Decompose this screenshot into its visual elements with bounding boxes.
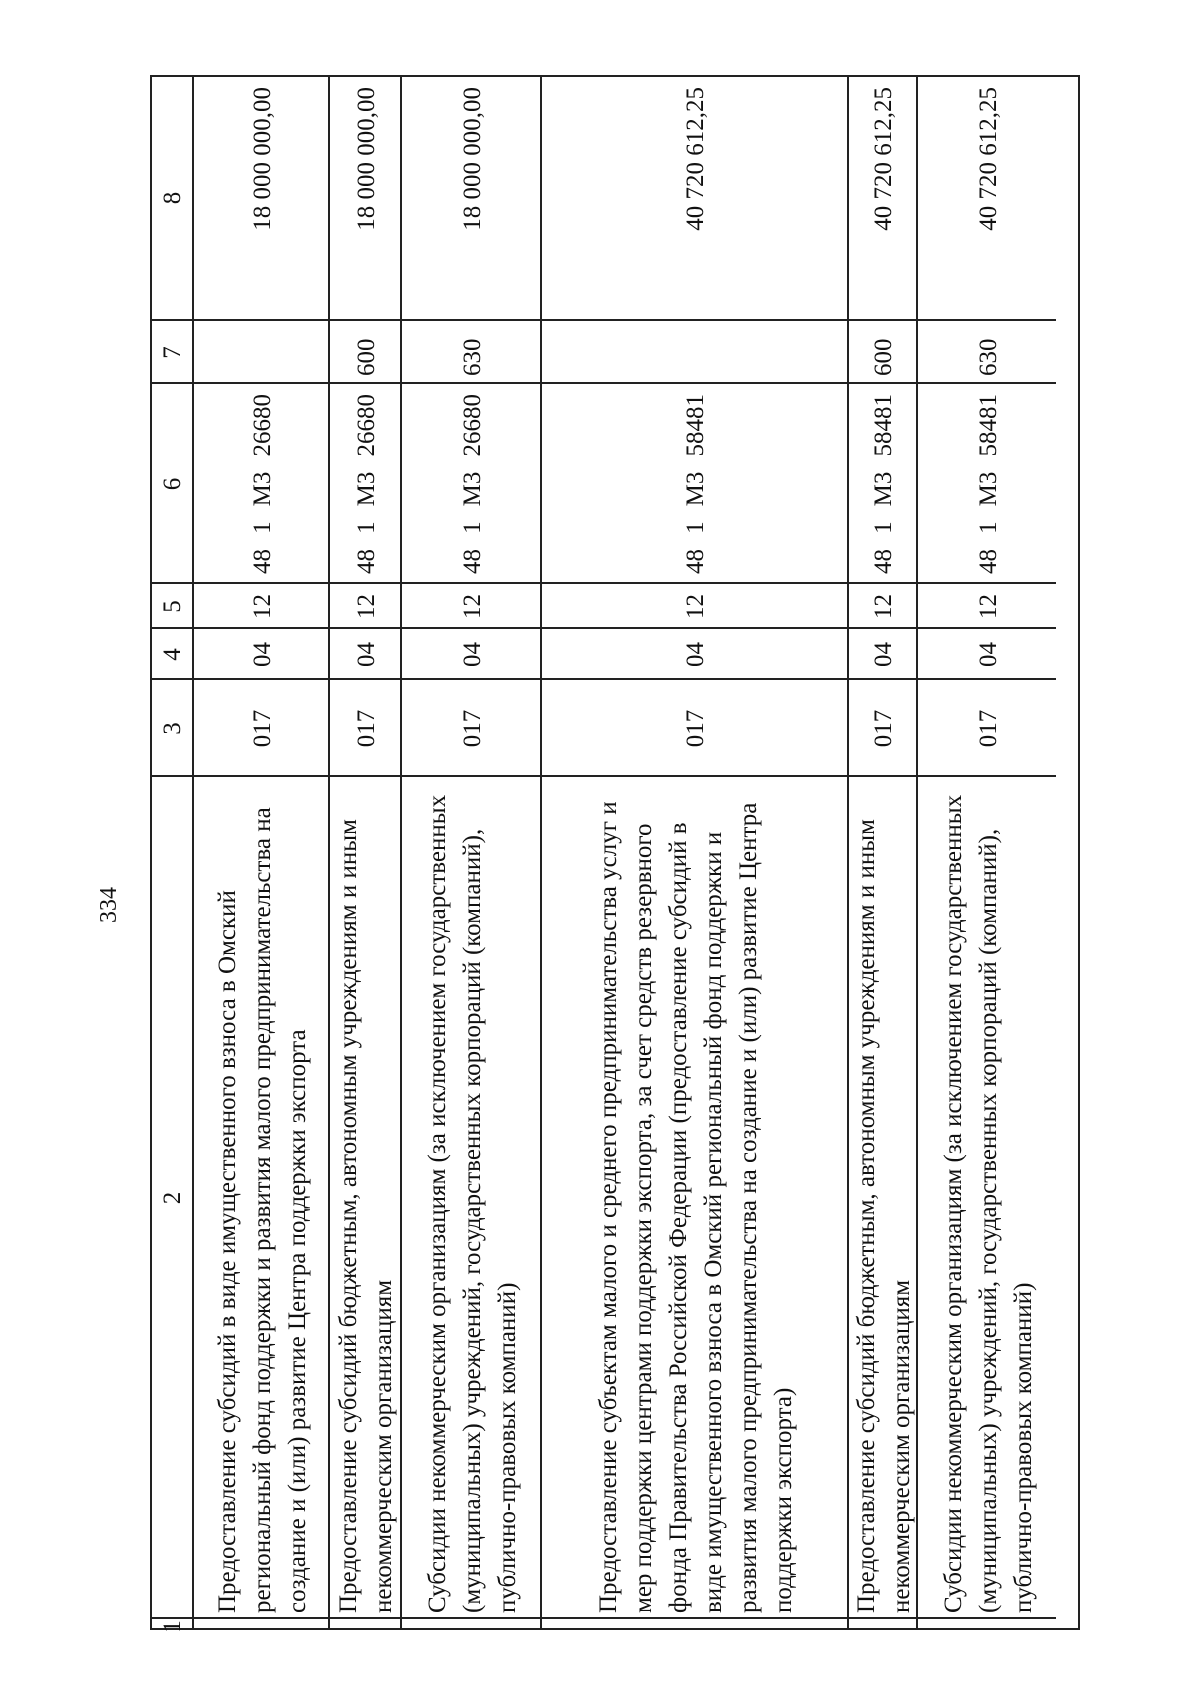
code-part: 26680 [458,394,486,457]
cell-c5 [194,582,328,627]
header-label: 2 [158,1191,186,1205]
cell-c4 [194,627,328,678]
code-part: 26680 [352,394,380,457]
row-name: Предоставление субсидий в виде имущественного взноса в Омский региональный фонд поддержки и развития малого предпринимательства на создание и (или) развитие Центра поддержки экспорта [213,807,311,1613]
cell-c7 [542,319,847,382]
cell-c7 [330,319,400,382]
cell-c1 [330,1617,400,1632]
code-part: 1 [974,521,1002,534]
row-name: Предоставление субсидий бюджетным, автономным учреждениям и иным некоммерческим организациям [335,819,397,1613]
code-part: М3 [870,471,897,507]
code-part: М3 [248,471,276,507]
cell-c7 [402,319,540,382]
cell-c4 [542,627,847,678]
cell-c3 [918,678,1056,775]
cell-c4 [849,627,916,678]
header-label: 3 [158,722,186,735]
cell-c4 [402,627,540,678]
table-row [400,77,540,1628]
code-part: 48 [352,549,380,574]
cell-c3 [330,678,400,775]
cell-c3 [849,678,916,775]
table-row [540,77,847,1628]
cell-c1 [849,1617,916,1632]
code-part: 48 [870,549,897,574]
ministry-code: 017 [248,709,276,748]
header-label: 8 [158,191,186,205]
code-part: 58481 [974,394,1002,457]
table-row [192,77,328,1628]
cell-c5 [542,582,847,627]
amount-value: 18 000 000,00 [248,87,276,231]
expense-type-code: 600 [352,338,380,376]
cell-c7 [194,319,328,382]
cell-c2 [194,775,328,1617]
header-label: 5 [158,600,186,613]
code-part: 26680 [248,394,276,457]
cell-c8 [542,77,847,319]
row-number [849,1619,918,1634]
expense-type-code [542,321,849,384]
code-part: 1 [870,521,897,534]
code-part: 48 [248,549,276,574]
ministry-code: 017 [352,709,380,748]
budget-table [150,75,1080,1633]
header-row [152,77,192,1633]
expense-type-code: 630 [458,338,486,376]
amount-value: 40 720 612,25 [682,87,709,231]
cell-c2 [330,775,400,1617]
row-number [918,1619,1058,1634]
target-article-code [866,384,901,584]
code-part: 48 [458,549,486,574]
ministry-code: 017 [870,709,897,748]
code-part: М3 [682,471,709,507]
section-code: 04 [974,642,1002,667]
cell-c5 [330,582,400,627]
cell-c1 [918,1617,1056,1632]
amount-value: 18 000 000,00 [352,87,380,231]
row-number [330,1619,402,1634]
code-part: 58481 [682,394,709,457]
code-part: 48 [682,549,709,574]
cell-c1 [194,1617,328,1632]
code-part: 1 [352,521,380,534]
target-article-code [455,384,490,584]
cell-c6 [194,382,328,582]
code-part: 1 [458,521,486,534]
row-name: Субсидии некоммерческим организациям (за исключением государственных (муниципальных) учреждений, государственных корпораций (компаний), публично-правовых компаний) [939,794,1037,1613]
row-number [542,1619,849,1634]
row-number [194,1619,330,1634]
cell-c3 [194,678,328,775]
cell-c6 [918,382,1056,582]
amount-value: 18 000 000,00 [458,87,486,231]
cell-c2 [918,775,1056,1617]
code-part: М3 [974,471,1002,507]
cell-c5 [849,582,916,627]
target-article-code [678,384,713,584]
cell-c7 [849,319,916,382]
cell-c6 [542,382,847,582]
header-cell-c7 [152,319,192,382]
header-label: 4 [158,648,186,661]
cell-c3 [402,678,540,775]
expense-type-code [194,321,330,384]
ministry-code: 017 [974,709,1002,748]
code-part: М3 [352,471,380,507]
ministry-code: 017 [682,709,709,748]
page-number: 334 [96,887,122,923]
subsection-code: 12 [458,594,486,619]
section-code: 04 [248,642,276,667]
cell-c4 [330,627,400,678]
section-code: 04 [682,642,709,667]
cell-c8 [849,77,916,319]
cell-c8 [402,77,540,319]
cell-c8 [330,77,400,319]
row-name: Предоставление субсидий бюджетным, автономным учреждениям и иным некоммерческим организациям [852,819,915,1613]
code-part: 1 [682,521,709,534]
table-row [916,77,1056,1628]
header-label: 1 [158,1620,186,1633]
cell-c5 [402,582,540,627]
header-cell-c4 [152,627,192,678]
subsection-code: 12 [870,594,897,619]
cell-c2 [542,775,847,1617]
section-code: 04 [352,642,380,667]
code-part: 1 [248,521,276,534]
subsection-code: 12 [974,594,1002,619]
expense-type-code: 600 [870,338,897,376]
code-part: 48 [974,549,1002,574]
cell-c6 [849,382,916,582]
cell-c1 [402,1617,540,1632]
cell-c1 [542,1617,847,1632]
cell-c3 [542,678,847,775]
cell-c2 [849,775,916,1617]
section-code: 04 [870,642,897,667]
header-cell-c6 [152,382,192,582]
subsection-code: 12 [352,594,380,619]
row-name: Предоставление субъектам малого и среднего предпринимательства услуг и мер поддержки центрами поддержки экспорта, за счет средств резервного фонда Правительства Российской Федерации (предоставление субсидий в виде имущественного взноса в Омский региональный фонд поддержки и развития малого предпринимательства на создание и (или) развитие Центра поддержки экспорта) [594,801,797,1613]
cell-c4 [918,627,1056,678]
expense-type-code: 630 [974,338,1002,376]
target-article-code [349,384,384,584]
cell-c6 [330,382,400,582]
code-part: М3 [458,471,486,507]
row-number [402,1619,542,1634]
target-article-code [971,384,1006,584]
target-article-code [245,384,280,584]
header-label: 7 [158,346,186,359]
cell-c7 [918,319,1056,382]
section-code: 04 [458,642,486,667]
table-row [328,77,400,1628]
header-cell-c1 [152,1617,192,1632]
code-part: 58481 [870,394,897,457]
header-cell-c5 [152,582,192,627]
subsection-code: 12 [248,594,276,619]
cell-c5 [918,582,1056,627]
cell-c2 [402,775,540,1617]
amount-value: 40 720 612,25 [974,87,1002,231]
ministry-code: 017 [458,709,486,748]
row-name: Субсидии некоммерческим организациям (за исключением государственных (муниципальных) учреждений, государственных корпораций (компаний), публично-правовых компаний) [423,794,521,1613]
header-cell-c3 [152,678,192,775]
cell-c8 [194,77,328,319]
header-label: 6 [158,477,186,491]
cell-c6 [402,382,540,582]
cell-c8 [918,77,1056,319]
subsection-code: 12 [682,594,709,619]
amount-value: 40 720 612,25 [870,87,897,231]
table-row [847,77,916,1628]
header-cell-c8 [152,77,192,319]
header-cell-c2 [152,775,192,1617]
